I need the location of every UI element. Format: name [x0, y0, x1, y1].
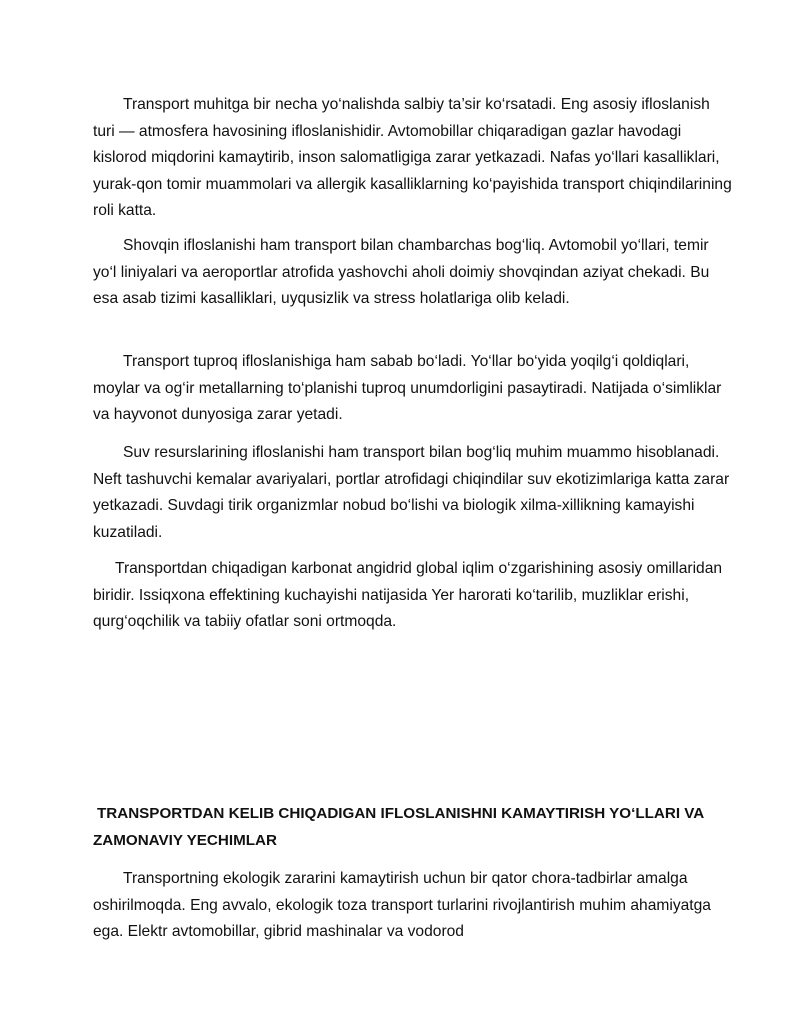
paragraph-climate-change: Transportdan chiqadigan karbonat angidrid global iqlim o‘zgarishining asosiy omillaridan biridir. Issiqxona effektining kuchayishi natijasida Yer harorati ko‘tarilib, muzliklar erishi, qurg‘oqchilik va tabiiy ofatlar soni ortmoqda.: [93, 560, 723, 630]
section-heading: TRANSPORTDAN KELIB CHIQADIGAN IFLOSLANISHNI KAMAYTIRISH YO‘LLARI VA ZAMONAVIY YECHIMLAR: [93, 805, 704, 849]
paragraph-solutions: Transportning ekologik zararini kamaytirish uchun bir qator chora-tadbirlar amalga oshirilmoqda. Eng avvalo, ekologik toza transport turlarini rivojlantirish muhim ahamiyatga ega. Elektr avtomobillar, gibrid mashinalar va vodorod: [93, 870, 711, 940]
paragraph-water-pollution: Suv resurslarining ifloslanishi ham transport bilan bog‘liq muhim muammo hisoblanadi. Neft tashuvchi kemalar avariyalari, portlar atrofidagi chiqindilar suv ekotizimlariga katta zarar yetkazadi. Suvdagi tirik organizmlar nobud bo‘lishi va biologik xilma-xillikning kamayishi kuzatiladi.: [93, 444, 730, 541]
paragraph-soil-pollution: Transport tuproq ifloslanishiga ham sabab bo‘ladi. Yo‘llar bo‘yida yoqilg‘i qoldiqlari, moylar va og‘ir metallarning to‘planishi tuproq unumdorligini pasaytiradi. Natijada o‘simliklar va hayvonot dunyosiga zarar yetadi.: [93, 353, 722, 423]
paragraph-air-pollution: Transport muhitga bir necha yo‘nalishda salbiy ta’sir ko‘rsatadi. Eng asosiy ifloslanish turi — atmosfera havosining ifloslanishidir. Avtomobillar chiqaradigan gazlar havodagi kislorod miqdorini kamaytirib, inson salomatligiga zarar yetkazadi. Nafas yo‘llari kasalliklari, yurak-qon tomir muammolari va allergik kasalliklarning ko‘payishida transport chiqindilarining roli katta.: [93, 96, 732, 219]
paragraph-noise-pollution: Shovqin ifloslanishi ham transport bilan chambarchas bog‘liq. Avtomobil yo‘llari, temir yo‘l liniyalari va aeroportlar atrofida yashovchi aholi doimiy shovqindan aziyat chekadi. Bu esa asab tizimi kasalliklari, uyqusizlik va stress holatlariga olib keladi.: [93, 237, 710, 307]
